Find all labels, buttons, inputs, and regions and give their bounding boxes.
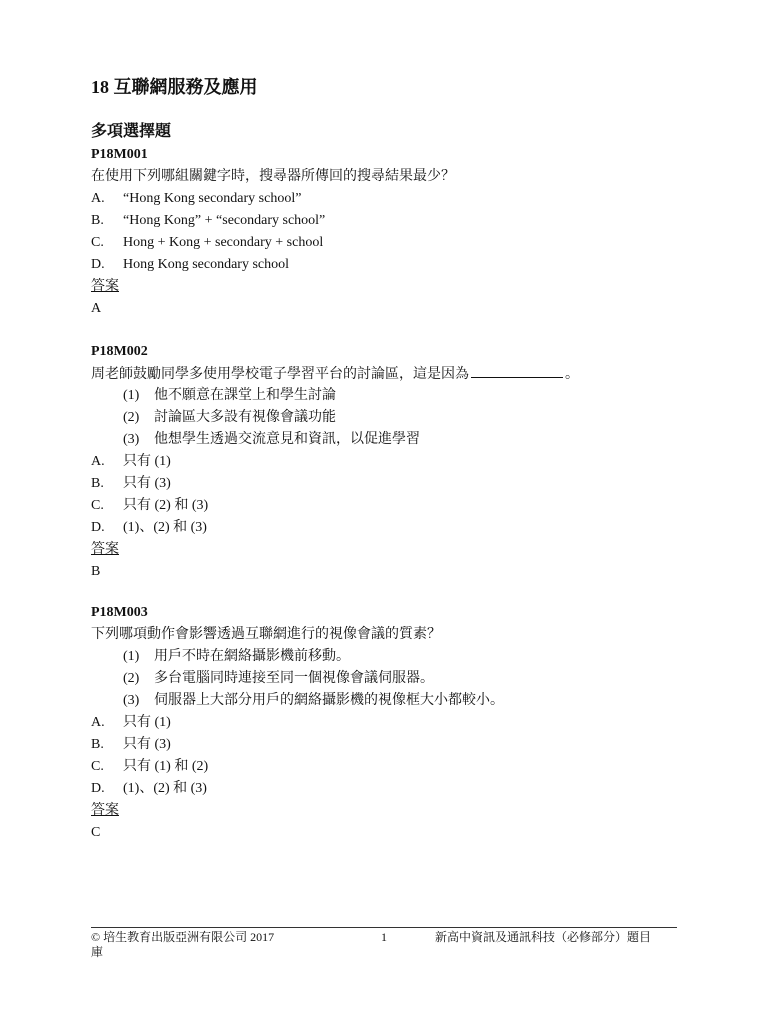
option-c xyxy=(91,232,677,254)
option-a xyxy=(91,712,677,734)
question-id: P18M002 xyxy=(91,344,148,359)
option-letter: C. xyxy=(91,235,104,250)
option-text: 只有 (3) xyxy=(123,476,171,491)
option-text: 只有 (2) 和 (3) xyxy=(123,498,209,513)
option-a xyxy=(91,451,677,473)
statement-item xyxy=(91,690,677,712)
option-d xyxy=(91,778,677,800)
statement-text: 他想學生透過交流意見和資訊，以促進學習 xyxy=(154,432,420,447)
statement-item xyxy=(91,385,677,407)
footer-copyright-text: © 培生教育出版亞洲有限公司 2017 xyxy=(91,930,275,944)
question-block xyxy=(91,144,677,320)
answer-label xyxy=(91,800,677,822)
footer-page-number: 1 xyxy=(381,930,387,944)
question-stem-text: 在使用下列哪組關鍵字時，搜尋器所傳回的搜尋結果最少？ xyxy=(91,169,455,184)
option-text: “Hong Kong secondary school” xyxy=(123,191,302,206)
option-b xyxy=(91,473,677,495)
answer-value: C xyxy=(91,825,101,840)
option-letter: C. xyxy=(91,759,104,774)
option-text: 只有 (1) xyxy=(123,454,171,469)
question-id: P18M001 xyxy=(91,147,148,162)
footer-copyright xyxy=(91,930,301,960)
option-letter: A. xyxy=(91,191,105,206)
answer-value: B xyxy=(91,564,101,579)
question-stem xyxy=(91,624,677,646)
statement-number: (2) xyxy=(123,410,140,425)
statement-item xyxy=(91,429,677,451)
question-stem xyxy=(91,166,677,188)
statement-item xyxy=(91,646,677,668)
statement-number: (1) xyxy=(123,388,140,403)
statement-text: 他不願意在課堂上和學生討論 xyxy=(154,388,336,403)
option-letter: B. xyxy=(91,737,104,752)
footer-copyright-continued: 庫 xyxy=(91,945,104,959)
page-footer xyxy=(91,927,677,959)
option-letter: A. xyxy=(91,454,105,469)
option-c xyxy=(91,495,677,517)
option-letter: C. xyxy=(91,498,104,513)
statement-number: (3) xyxy=(123,693,140,708)
fill-in-blank xyxy=(471,363,563,378)
statement-text: 用戶不時在網絡攝影機前移動。 xyxy=(154,649,350,664)
section-title: 多項選擇題 xyxy=(91,123,172,140)
option-letter: D. xyxy=(91,520,105,535)
question-id: P18M003 xyxy=(91,605,148,620)
chapter-title: 18 互聯網服務及應用 xyxy=(91,77,258,97)
question-stem-text: 下列哪項動作會影響透過互聯網進行的視像會議的質素？ xyxy=(91,627,441,642)
question-stem-text: 周老師鼓勵同學多使用學校電子學習平台的討論區，這是因為 xyxy=(91,367,469,382)
statement-item xyxy=(91,668,677,690)
question-stem xyxy=(91,363,677,385)
statement-text: 伺服器上大部分用戶的網絡攝影機的視像框大小都較小。 xyxy=(154,693,504,708)
statement-text: 討論區大多設有視像會議功能 xyxy=(154,410,336,425)
option-letter: B. xyxy=(91,476,104,491)
footer-book-title: 新高中資訊及通訊科技（必修部分）題目 xyxy=(435,930,652,944)
option-d xyxy=(91,254,677,276)
option-b xyxy=(91,210,677,232)
answer-label xyxy=(91,539,677,561)
answer-value: A xyxy=(91,301,102,316)
question-block xyxy=(91,602,677,844)
statement-number: (1) xyxy=(123,649,140,664)
option-text: Hong Kong secondary school xyxy=(123,257,290,272)
statement-item xyxy=(91,407,677,429)
answer-label-text: 答案 xyxy=(91,542,119,557)
answer-label-text: 答案 xyxy=(91,803,119,818)
statement-number: (2) xyxy=(123,671,140,686)
option-text: 只有 (3) xyxy=(123,737,171,752)
statement-number: (3) xyxy=(123,432,140,447)
option-d xyxy=(91,517,677,539)
option-letter: D. xyxy=(91,257,105,272)
option-letter: B. xyxy=(91,213,104,228)
question-block xyxy=(91,341,677,583)
option-text: (1)、(2) 和 (3) xyxy=(123,781,207,796)
question-stem-end: 。 xyxy=(565,367,579,382)
option-text: Hong + Kong + secondary + school xyxy=(123,235,324,250)
answer-label xyxy=(91,276,677,298)
option-c xyxy=(91,756,677,778)
option-text: (1)、(2) 和 (3) xyxy=(123,520,207,535)
option-b xyxy=(91,734,677,756)
statement-text: 多台電腦同時連接至同一個視像會議伺服器。 xyxy=(154,671,434,686)
option-text: 只有 (1) xyxy=(123,715,171,730)
option-letter: A. xyxy=(91,715,105,730)
option-letter: D. xyxy=(91,781,105,796)
option-a xyxy=(91,188,677,210)
answer-label-text: 答案 xyxy=(91,279,119,294)
option-text: 只有 (1) 和 (2) xyxy=(123,759,209,774)
option-text: “Hong Kong” + “secondary school” xyxy=(123,213,326,228)
